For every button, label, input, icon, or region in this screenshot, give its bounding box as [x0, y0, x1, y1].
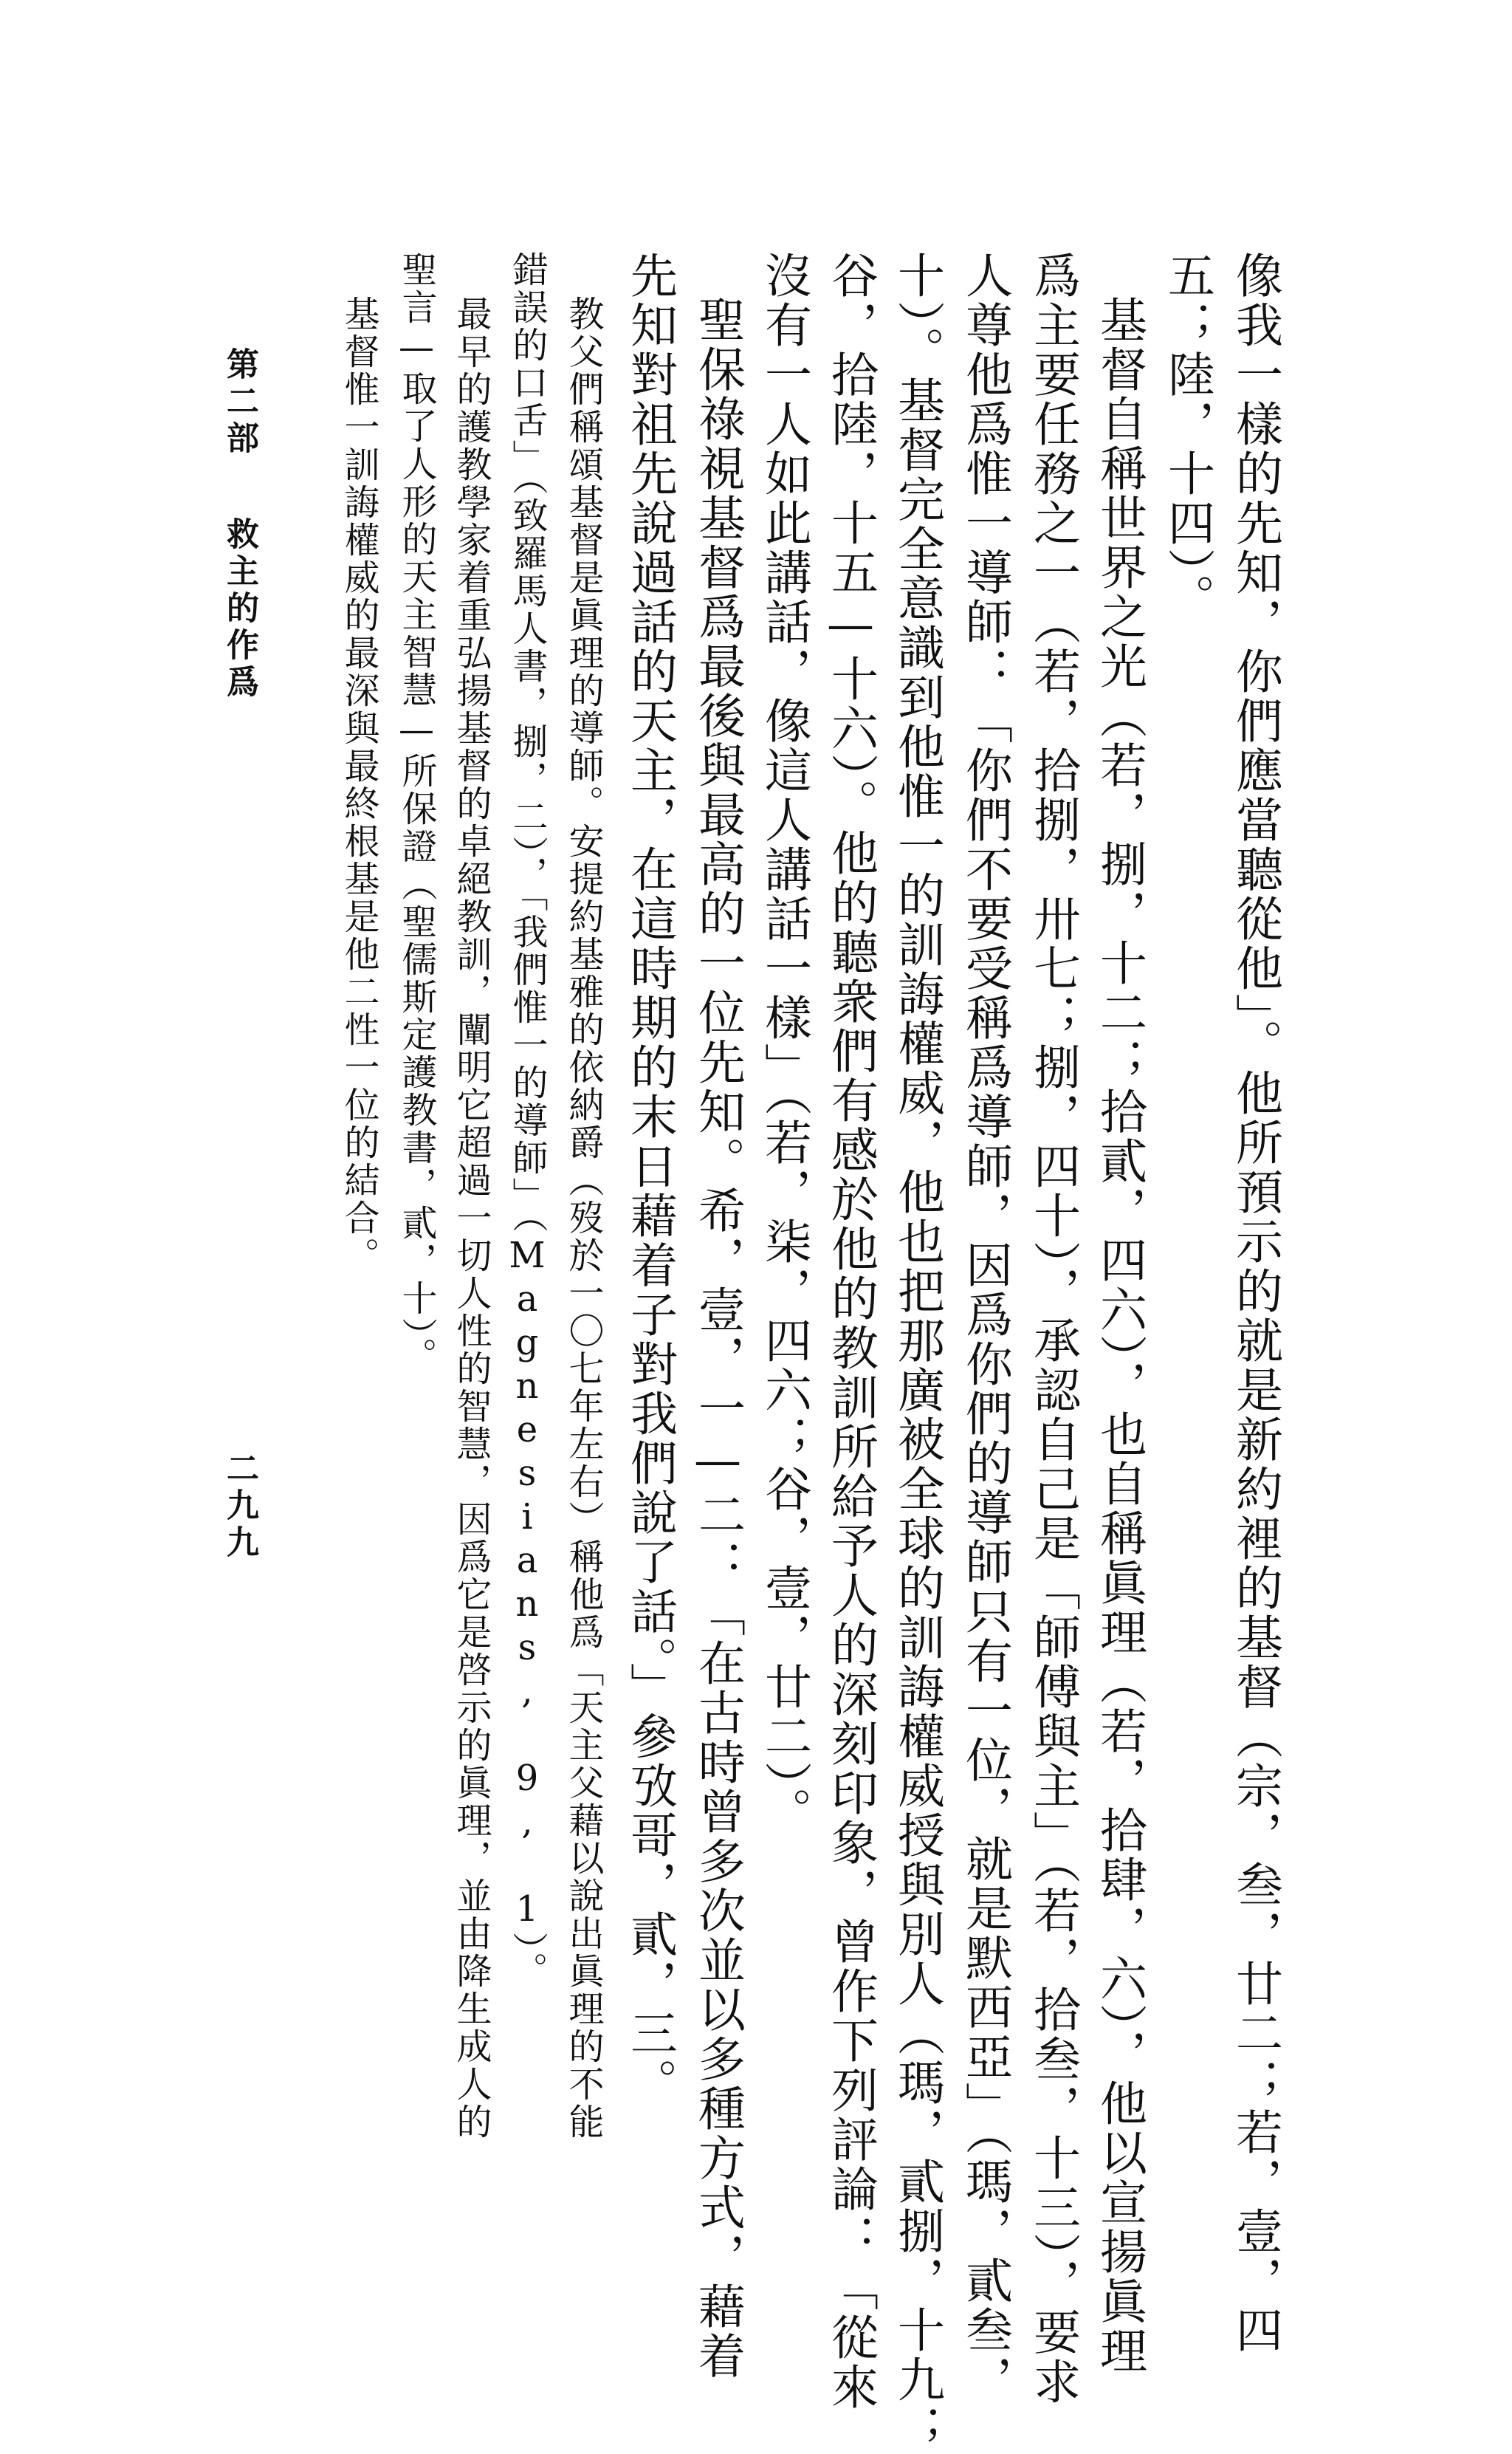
- note-line: 教父們稱頌基督是眞理的導師。安提約基雅的依納爵（歿於一〇七年左右）稱他爲「天主父藉以說出眞理的不能: [563, 295, 604, 2141]
- note-line: 最早的護教學家着重弘揚基督的卓絕教訓，闡明它超過一切人性的智慧，因爲它是啓示的眞理，並由降生成人的: [450, 295, 492, 2141]
- body-line: 先知對祖先說過話的天主，在這時期的末日藉着子對我們說了話。」參攷哥，貳，三。: [622, 251, 677, 2108]
- body-line: 聖保祿視基督爲最後與最高的一位先知。希，壹，一—二：「在古時曾多次並以多種方式，藉着: [690, 295, 745, 2381]
- body-line: 人尊他爲惟一導師：「你們不要受稱爲導師，因爲你們的導師只有一位，就是默西亞」（瑪，貳叁，: [958, 251, 1012, 2405]
- body-line: 像我一樣的先知，你們應當聽從他」。他所預示的就是新約裡的基督（宗，叁，廿二；若，壹，四: [1228, 251, 1282, 2355]
- note-line: 聖言—取了人形的天主智慧—所保證（聖儒斯定護教書，貳，十）。: [396, 251, 437, 1375]
- page-number: 二九九: [221, 1451, 258, 1562]
- body-line: 十）。基督完全意識到他惟一的訓誨權威，他也把那廣被全球的訓誨權威授與別人（瑪，貳捌，十九；: [890, 251, 944, 2454]
- body-line: 爲主要任務之一（若，拾捌，卅七；捌，四十），承認自己是「師傅與主」（若，拾叁，十三），要求: [1025, 251, 1080, 2407]
- body-line: 基督自稱世界之光（若，捌，十二；拾貳，四六），也自稱眞理（若，拾肆，六），他以宣揚眞理: [1092, 295, 1147, 2376]
- body-line: 沒有一人如此講話，像這人講話一樣」（若，柒，四六；谷，壹，廿二）。: [757, 251, 811, 1837]
- note-line: 錯誤的口舌」（致羅馬人書，捌，二），「我們惟一的導師」（Magnesians, 9, 1）。: [506, 251, 548, 1989]
- note-line: 基督惟一訓誨權威的最深與最終根基是他二性一位的結合。: [338, 295, 379, 1275]
- body-line: 五；陸，十四）。: [1160, 251, 1214, 623]
- running-header-section: 救主的作爲: [221, 517, 258, 702]
- body-line: 谷，拾陸，十五—十六）。他的聽衆們有感於他的教訓所給予人的深刻印象，曾作下列評論：「從來: [823, 251, 878, 2412]
- running-header-part: 第二部: [221, 347, 258, 458]
